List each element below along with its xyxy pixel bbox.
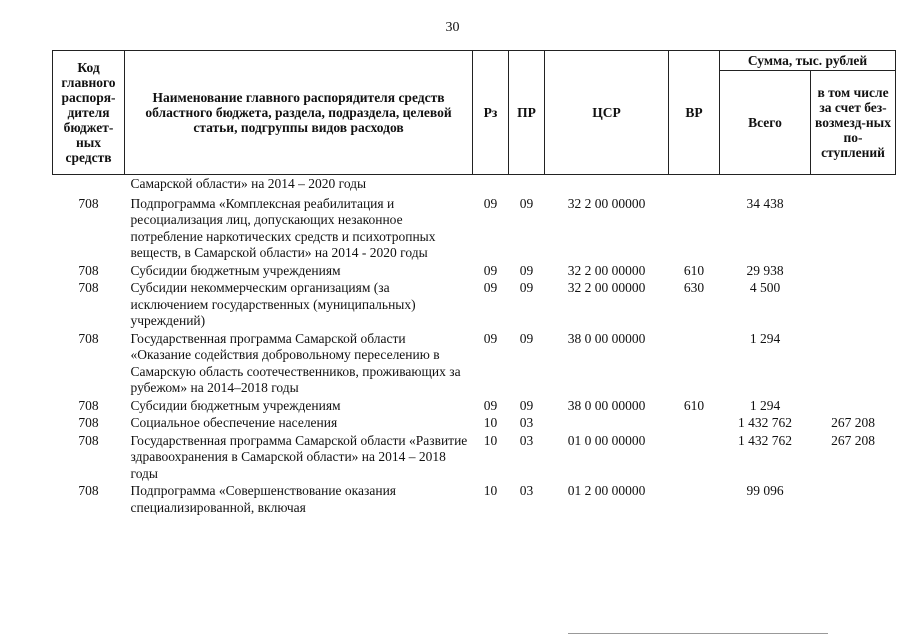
row-rz: 09 xyxy=(483,397,498,413)
row-incl xyxy=(811,195,896,262)
row-csr: 32 2 00 00000 xyxy=(567,262,646,278)
row-csr: 38 0 00 00000 xyxy=(567,397,646,413)
row-name: Субсидии некоммерческим организациям (за исключением государственных (муниципальных) учреждений) xyxy=(130,280,416,328)
row-vr xyxy=(669,175,720,195)
row-incl xyxy=(811,397,896,415)
row-csr: 32 2 00 00000 xyxy=(567,195,646,211)
row-pr: 03 xyxy=(519,483,534,498)
row-vr: 610 xyxy=(683,397,705,413)
row-name: Социальное обеспечение населения xyxy=(130,415,338,430)
row-csr: 38 0 00 00000 xyxy=(567,330,646,346)
row-incl xyxy=(811,262,896,280)
header-csr: ЦСР xyxy=(545,51,669,175)
row-rz: 09 xyxy=(483,262,498,278)
row-csr xyxy=(545,175,669,195)
row-code: 708 xyxy=(78,483,99,498)
table-row xyxy=(53,330,896,397)
row-code: 708 xyxy=(78,330,99,346)
row-pr xyxy=(509,175,545,195)
table-row xyxy=(53,262,896,280)
budget-table xyxy=(52,50,896,516)
row-code: 708 xyxy=(78,280,99,295)
table-row xyxy=(53,279,896,330)
table-row xyxy=(53,482,896,516)
row-pr: 09 xyxy=(519,330,534,346)
row-pr: 03 xyxy=(519,432,534,448)
row-code: 708 xyxy=(78,262,99,278)
row-incl xyxy=(811,279,896,330)
row-incl: 267 208 xyxy=(831,432,875,448)
header-sum: Сумма, тыс. рублей xyxy=(720,51,896,71)
row-rz: 10 xyxy=(483,432,498,448)
row-vr xyxy=(669,432,720,483)
row-vr xyxy=(669,414,720,432)
row-vr: 610 xyxy=(683,262,705,278)
row-pr: 09 xyxy=(519,280,534,295)
header-rz: Рз xyxy=(473,51,509,175)
row-csr: 01 2 00 00000 xyxy=(567,483,646,498)
header-incl: в том числе за счет без-возмезд-ных по-ступлений xyxy=(811,71,896,175)
row-total: 34 438 xyxy=(746,195,784,211)
row-vr xyxy=(669,195,720,262)
row-csr xyxy=(545,414,669,432)
row-rz: 09 xyxy=(483,330,498,346)
row-rz: 10 xyxy=(483,483,498,498)
row-name: Государственная программа Самарской области «Развитие здравоохранения в Самарской области» на 2014 – 2018 годы xyxy=(130,432,468,481)
row-name: Субсидии бюджетным учреждениям xyxy=(130,397,341,413)
row-pr: 09 xyxy=(519,195,534,211)
row-code: 708 xyxy=(78,432,99,448)
row-vr: 630 xyxy=(683,280,705,295)
row-name: Субсидии бюджетным учреждениям xyxy=(130,262,341,278)
row-total: 1 432 762 xyxy=(738,432,792,448)
row-csr: 01 0 00 00000 xyxy=(567,432,646,448)
row-csr: 32 2 00 00000 xyxy=(567,280,646,295)
row-total: 1 294 xyxy=(749,397,781,413)
row-name: Подпрограмма «Комплексная реабилитация и ресоциализация лиц, допускающих незаконное потребление наркотических средств и психотропных веществ, в Самарской области» на 2014 - 2020 годы xyxy=(130,195,436,260)
row-code xyxy=(53,175,125,195)
table-row xyxy=(53,195,896,262)
row-name: Подпрограмма «Совершенствование оказания специализированной, включая xyxy=(130,483,397,515)
header-pr: ПР xyxy=(509,51,545,175)
row-rz: 10 xyxy=(483,415,498,430)
row-code: 708 xyxy=(78,195,99,211)
table-row xyxy=(53,397,896,415)
table-row xyxy=(53,432,896,483)
table-row xyxy=(53,175,896,195)
row-incl xyxy=(811,330,896,397)
row-vr xyxy=(669,482,720,516)
row-incl xyxy=(811,482,896,516)
row-name: Государственная программа Самарской области «Оказание содействия добровольному переселению в Самарскую область соотечественников, проживающих за рубежом» на 2014–2018 годы xyxy=(130,330,461,395)
row-pr: 09 xyxy=(519,397,534,413)
row-total: 4 500 xyxy=(749,280,781,295)
header-vr: ВР xyxy=(669,51,720,175)
row-total: 1 294 xyxy=(749,330,781,346)
row-name: Самарской области» на 2014 – 2020 годы xyxy=(130,176,367,191)
row-code: 708 xyxy=(78,415,99,430)
row-rz xyxy=(473,175,509,195)
row-rz: 09 xyxy=(483,195,498,211)
row-pr: 03 xyxy=(519,415,534,430)
row-total: 1 432 762 xyxy=(738,415,792,430)
row-pr: 09 xyxy=(519,262,534,278)
row-rz: 09 xyxy=(483,280,498,295)
row-incl: 267 208 xyxy=(831,415,875,430)
row-total: 99 096 xyxy=(746,483,784,498)
table-row xyxy=(53,414,896,432)
row-incl xyxy=(811,175,896,195)
header-name: Наименование главного распорядителя средств областного бюджета, раздела, подраздела, целевой статьи, подгруппы видов расходов xyxy=(125,51,473,175)
row-total: 29 938 xyxy=(746,262,784,278)
page-number: 30 xyxy=(445,20,460,35)
header-total: Всего xyxy=(720,71,811,175)
page-bottom-divider xyxy=(568,633,828,634)
header-code: Код главного распоря-дителя бюджет-ных средств xyxy=(53,51,125,175)
row-code: 708 xyxy=(78,397,99,413)
row-total xyxy=(720,175,811,195)
row-vr xyxy=(669,330,720,397)
